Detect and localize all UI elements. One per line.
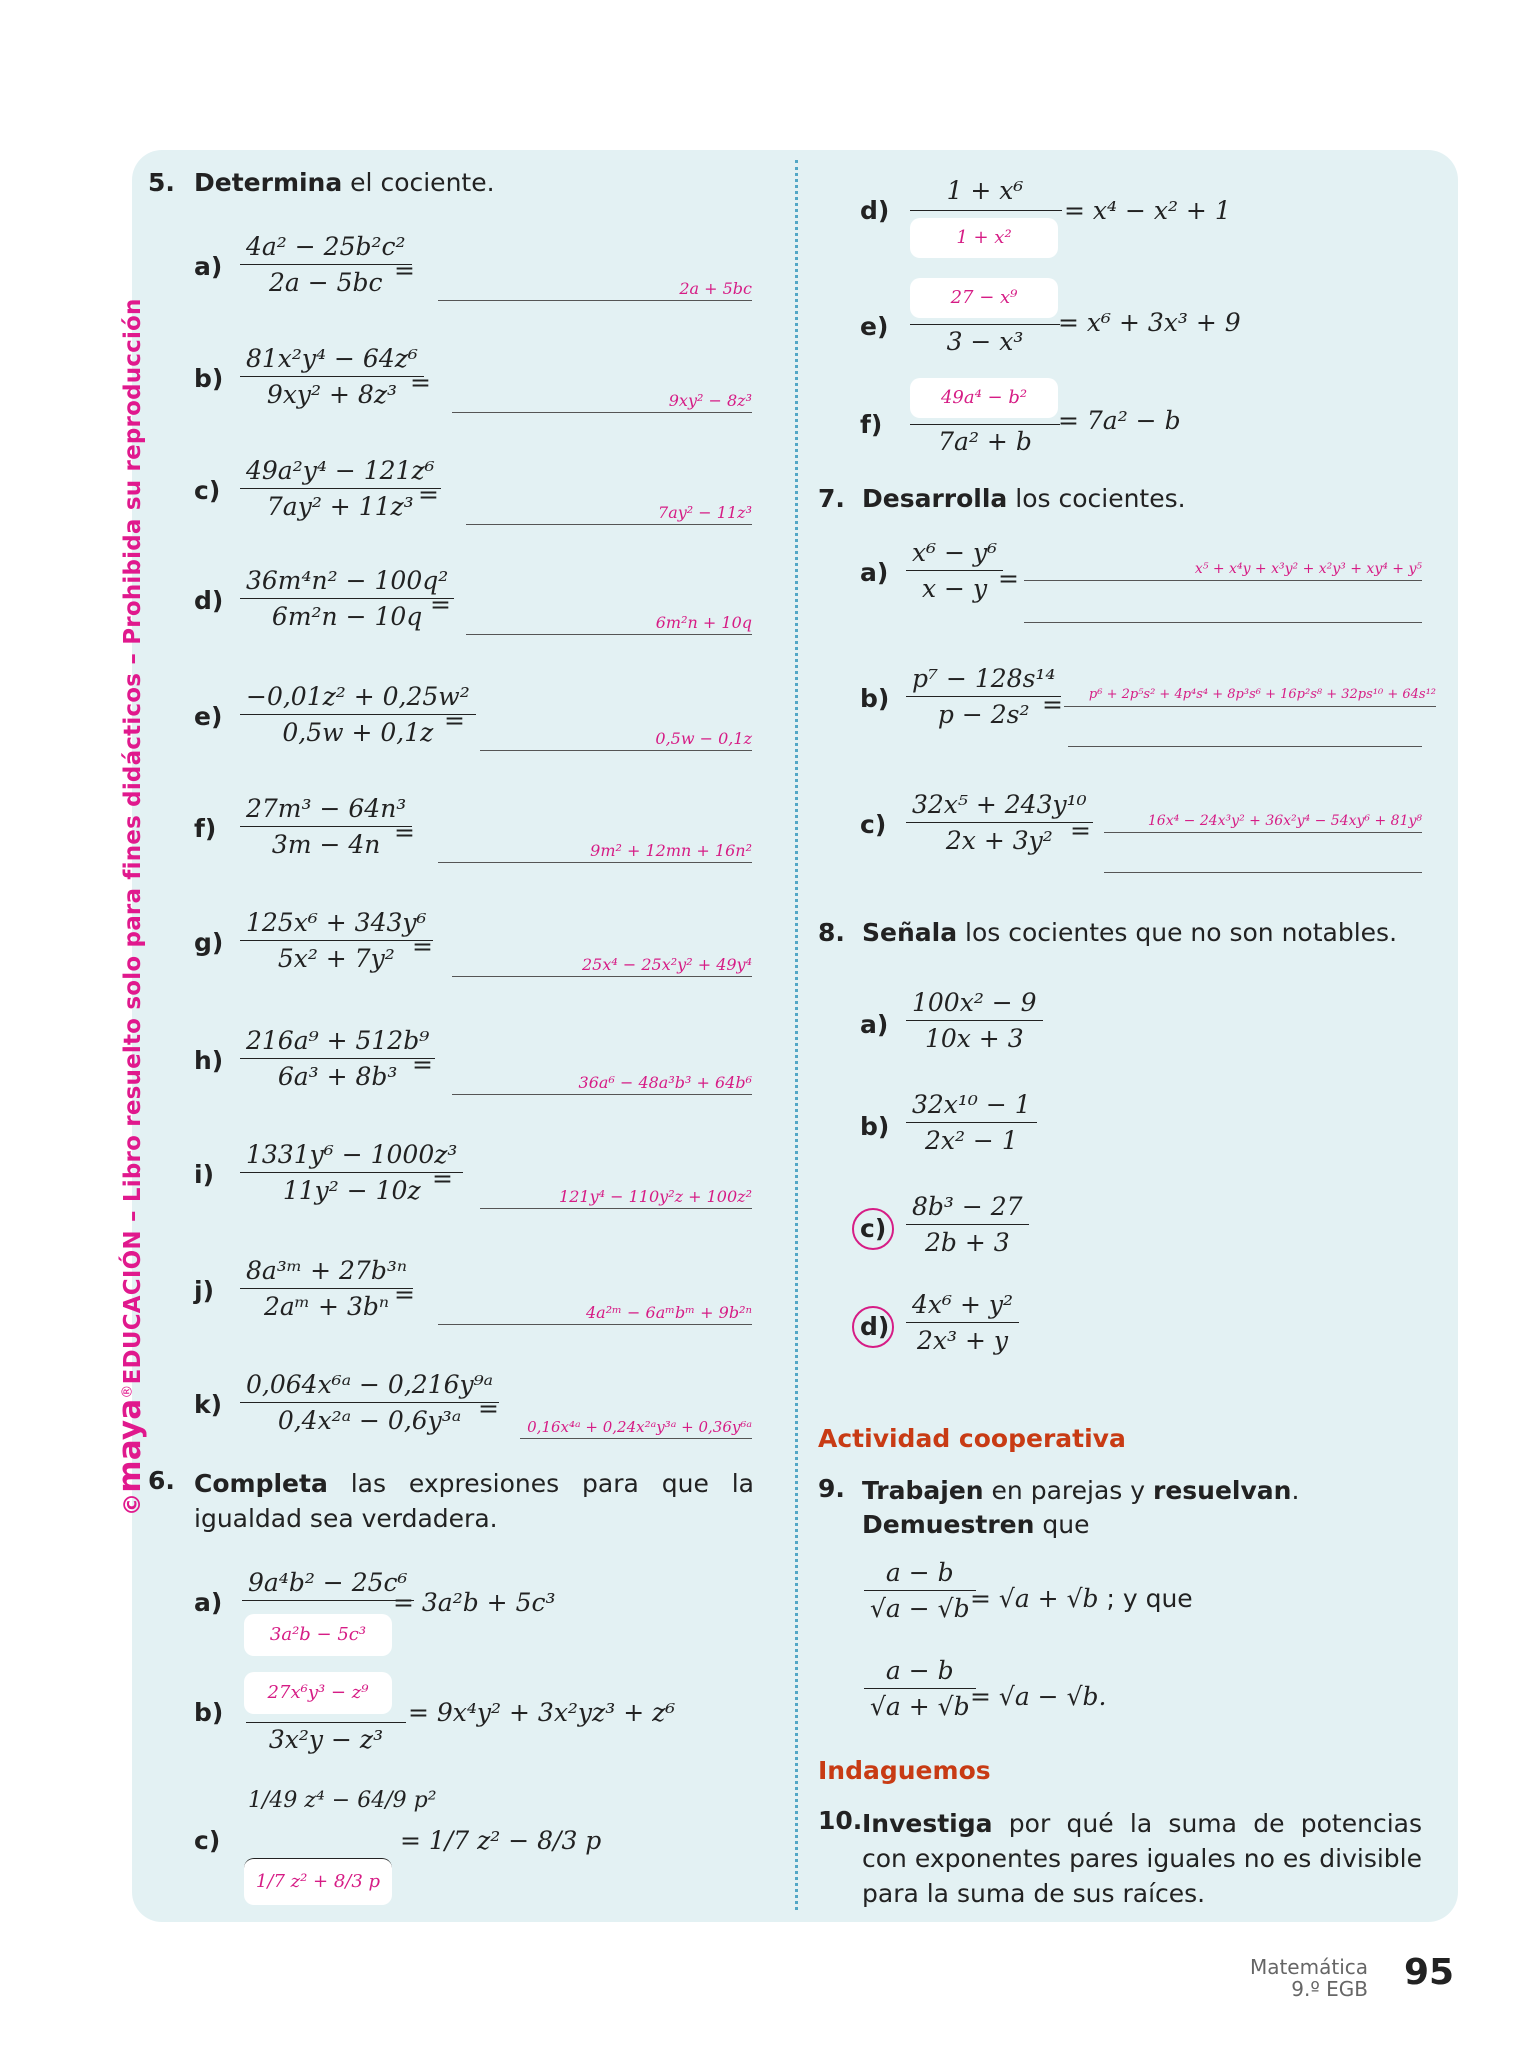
q5-item-label: e)	[194, 702, 223, 731]
q5-item-fraction	[240, 454, 441, 525]
q5-item-answer[interactable]: 36a⁶ − 48a³b³ + 64b⁶	[452, 1072, 752, 1095]
q5r-f-label: f)	[860, 410, 883, 439]
q7a-label: a)	[860, 558, 889, 587]
q7b-answer[interactable]: p⁶ + 2p⁵s² + 4p⁴s⁴ + 8p³s⁶ + 16p²s⁸ + 32ps¹⁰ + 64s¹²	[1064, 684, 1436, 707]
q5-item-label: i)	[194, 1160, 214, 1189]
q5-item-fraction	[240, 1254, 413, 1325]
q7b-equals: =	[1042, 690, 1063, 719]
q5-item-fraction	[240, 680, 476, 751]
q5-instruction: Determina el cociente.	[194, 168, 495, 197]
q9-formula2-fraction: $\frac{a - b}{√a + √b}$	[864, 1654, 976, 1725]
q5r-e-label: e)	[860, 312, 889, 341]
q6a-label: a)	[194, 1588, 223, 1617]
q5-item-label: h)	[194, 1046, 224, 1075]
maya-logo: maya	[112, 1398, 148, 1493]
q5r-d-label: d)	[860, 196, 890, 225]
q5-item-equals: =	[394, 818, 415, 847]
q5-item-denominator: 0,5w + 0,1z	[240, 714, 476, 751]
q7-instruction: Desarrolla los cocientes.	[862, 484, 1186, 513]
q7a-answer-line2[interactable]	[1024, 622, 1422, 623]
q5-item-answer[interactable]: 7ay² − 11z³	[466, 502, 752, 525]
q5r-d-numerator: 1 + x⁶	[946, 176, 1024, 205]
q5-item-label: g)	[194, 928, 224, 957]
q7a-equals: =	[998, 564, 1019, 593]
q5-item-denominator: 3m − 4n	[240, 826, 412, 863]
q8d-label: d)	[860, 1312, 890, 1341]
q7c-equals: =	[1070, 816, 1091, 845]
sidebar-copyright: ©maya®EDUCACIÓN – Libro resuelto solo para fines didácticos – Prohibida su reproducción	[112, 298, 148, 1516]
q5r-e-rhs: = x⁶ + 3x³ + 9	[1058, 308, 1241, 337]
q5-item-denominator: 7ay² + 11z³	[240, 488, 441, 525]
q5-item-answer[interactable]: 2a + 5bc	[438, 278, 752, 301]
q6b-label: b)	[194, 1698, 224, 1727]
q5-item-fraction	[240, 1138, 463, 1209]
q5-item-equals: =	[444, 706, 465, 735]
q5-item-equals: =	[432, 1164, 453, 1193]
q5-item-denominator: 11y² − 10z	[240, 1172, 463, 1209]
q5-item-answer[interactable]: 0,5w − 0,1z	[480, 728, 752, 751]
q5r-f-denominator: 7a² + b	[910, 424, 1060, 459]
q5r-e-denominator: 3 − x³	[910, 324, 1060, 359]
q5r-f-answer-box[interactable]: 49a⁴ − b²	[910, 378, 1058, 418]
q5-number: 5.	[148, 168, 175, 197]
q6b-rhs: = 9x⁴y² + 3x²yz³ + z⁶	[408, 1698, 676, 1727]
q5-item-label: k)	[194, 1390, 223, 1419]
q5-item-label: c)	[194, 476, 221, 505]
q7a-answer[interactable]: x⁵ + x⁴y + x³y² + x²y³ + xy⁴ + y⁵	[1024, 558, 1422, 581]
q10-instruction: Investiga por qué la suma de potencias con exponentes pares iguales no es divisible para la suma de sus raíces.	[862, 1809, 1422, 1908]
q5-item-denominator: 2aᵐ + 3bⁿ	[240, 1288, 413, 1325]
q6c-numerator: 1/49 z⁴ − 64/9 p²	[248, 1788, 437, 1813]
q7a-fraction: $\frac{\text{x⁶ − y⁶}}{x - y}$	[906, 536, 1003, 607]
section-title-coop: Actividad cooperativa	[818, 1424, 1126, 1453]
q5-item-fraction	[240, 342, 424, 413]
q6c-label: c)	[194, 1826, 221, 1855]
q7c-label: c)	[860, 810, 887, 839]
column-divider	[795, 160, 798, 1910]
q9-formula1-rhs: = √a + √b ; y que	[970, 1584, 1193, 1613]
q5r-d-rhs: = x⁴ − x² + 1	[1064, 196, 1231, 225]
q5-item-label: d)	[194, 586, 224, 615]
q6-instruction: Completa las expresiones para que la igualdad sea verdadera.	[194, 1469, 754, 1533]
q8-number: 8.	[818, 918, 845, 947]
q5-item-denominator: 2a − 5bc	[240, 264, 412, 301]
q5-item-equals: =	[410, 368, 431, 397]
q5-item-numerator: −0,01z² + 0,25w²	[246, 682, 470, 711]
q5-item-fraction	[240, 1368, 499, 1439]
q9-instruction: Trabajen en parejas y resuelvan. Demuestren que	[862, 1476, 1300, 1539]
q5-item-numerator: 216a⁹ + 512b⁹	[246, 1026, 430, 1055]
q8a-label: a)	[860, 1010, 889, 1039]
q8-instruction: Señala los cocientes que no son notables.	[862, 918, 1398, 947]
section-title-indaguemos: Indaguemos	[818, 1756, 991, 1785]
q10-number: 10.	[818, 1806, 863, 1835]
q5-item-equals: =	[418, 480, 439, 509]
q5-item-label: b)	[194, 364, 224, 393]
q5-item-numerator: 81x²y⁴ − 64z⁶	[246, 344, 418, 373]
q6a-fraction: 9a⁴b² − 25c⁶	[242, 1566, 414, 1645]
q7-number: 7.	[818, 484, 845, 513]
q5-item-denominator: 6a³ + 8b³	[240, 1058, 435, 1095]
q5-item-answer[interactable]: 121y⁴ − 110y²z + 100z²	[480, 1186, 752, 1209]
q6b-denominator: 3x²y − z³	[246, 1722, 406, 1757]
q5-item-fraction	[240, 1024, 435, 1095]
q5-item-equals: =	[478, 1394, 499, 1423]
q5-item-numerator: 4a² − 25b²c²	[246, 232, 406, 261]
q5-item-fraction	[240, 564, 454, 635]
q8b-fraction: $\frac{\text{32x¹⁰ − 1}}{\text{2x² − 1}}$	[906, 1088, 1037, 1159]
q5r-e-answer-box[interactable]: 27 − x⁹	[910, 278, 1058, 318]
q8b-label: b)	[860, 1112, 890, 1141]
q8a-fraction: $\frac{\text{100x² − 9}}{10x + 3}$	[906, 986, 1043, 1057]
q5-item-numerator: 8a³ᵐ + 27b³ⁿ	[246, 1256, 407, 1285]
q6c-answer-box[interactable]: 1/7 z² + 8/3 p	[244, 1858, 392, 1905]
q5-item-numerator: 49a²y⁴ − 121z⁶	[246, 456, 435, 485]
q5-item-answer[interactable]: 25x⁴ − 25x²y² + 49y⁴	[452, 954, 752, 977]
q5r-f-rhs: = 7a² − b	[1058, 406, 1181, 435]
q6a-answer-box[interactable]: 3a²b − 5c³	[244, 1614, 392, 1656]
q5-item-numerator: 27m³ − 64n³	[246, 794, 407, 823]
q9-formula1-fraction: $\frac{a - b}{√a - √b}$	[864, 1556, 976, 1627]
q5-item-answer[interactable]: 0,16x⁴ᵃ + 0,24x²ᵃy³ᵃ + 0,36y⁶ᵃ	[520, 1416, 752, 1439]
q7b-answer-line2[interactable]	[1068, 746, 1422, 747]
q8c-label: c)	[860, 1214, 887, 1243]
q5-item-numerator: 0,064x⁶ᵃ − 0,216y⁹ᵃ	[246, 1370, 494, 1399]
q5r-d-bar	[910, 210, 1062, 211]
q5-item-label: a)	[194, 252, 223, 281]
q5-item-fraction	[240, 792, 412, 863]
q7c-fraction: $\frac{\text{32x⁵ + 243y¹⁰}}{\text{2x + 3y²}}$	[906, 788, 1093, 859]
q9-number: 9.	[818, 1474, 845, 1503]
q5-item-denominator: 5x² + 7y²	[240, 940, 433, 977]
q6a-rhs: = 3a²b + 5c³	[393, 1588, 556, 1617]
q6b-answer-box[interactable]: 27x⁶y³ − z⁹	[244, 1672, 392, 1714]
q5-item-numerator: 125x⁶ + 343y⁶	[246, 908, 427, 937]
q5-item-numerator: 36m⁴n² − 100q²	[246, 566, 449, 595]
q5-item-equals: =	[412, 1050, 433, 1079]
q9-formula2-rhs: = √a − √b.	[970, 1682, 1107, 1711]
q5-item-denominator: 9xy² + 8z³	[240, 376, 424, 413]
q6c-rhs: = 1/7 z² − 8/3 p	[400, 1826, 602, 1855]
q7b-fraction: $\frac{\text{p⁷ − 128s¹⁴}}{\text{p − 2s²}}$	[906, 662, 1061, 733]
q8c-fraction: $\frac{\text{8b³ − 27}}{2b + 3}$	[906, 1190, 1029, 1261]
q7c-answer[interactable]: 16x⁴ − 24x³y² + 36x²y⁴ − 54xy⁶ + 81y⁸	[1104, 810, 1422, 833]
q5-item-equals: =	[430, 590, 451, 619]
q5-item-equals: =	[412, 932, 433, 961]
q8d-fraction: $\frac{\text{4x⁶ + y²}}{\text{2x³ + y}}$	[906, 1288, 1019, 1359]
q5-item-answer[interactable]: 6m²n + 10q	[466, 612, 752, 635]
q7b-label: b)	[860, 684, 890, 713]
q5-item-answer[interactable]: 4a²ᵐ − 6aᵐbᵐ + 9b²ⁿ	[438, 1302, 752, 1325]
q5-item-label: j)	[194, 1276, 214, 1305]
q5-item-fraction	[240, 906, 433, 977]
q5-item-answer[interactable]: 9xy² − 8z³	[452, 390, 752, 413]
q6-number: 6.	[148, 1466, 175, 1495]
q5-item-answer[interactable]: 9m² + 12mn + 16n²	[438, 840, 752, 863]
q7c-answer-line2[interactable]	[1104, 872, 1422, 873]
q5-item-denominator: 0,4x²ᵃ − 0,6y³ᵃ	[240, 1402, 499, 1439]
q5-item-denominator: 6m²n − 10q	[240, 598, 454, 635]
footer-subject: Matemática 9.º EGB	[1249, 1955, 1368, 2001]
q5-item-fraction	[240, 230, 412, 301]
q5-item-label: f)	[194, 814, 217, 843]
q5-item-equals: =	[394, 256, 415, 285]
q5-item-numerator: 1331y⁶ − 1000z³	[246, 1140, 458, 1169]
q5-item-equals: =	[394, 1280, 415, 1309]
page-number: 95	[1404, 1952, 1455, 1993]
q5r-d-answer-box[interactable]: 1 + x²	[910, 218, 1058, 258]
